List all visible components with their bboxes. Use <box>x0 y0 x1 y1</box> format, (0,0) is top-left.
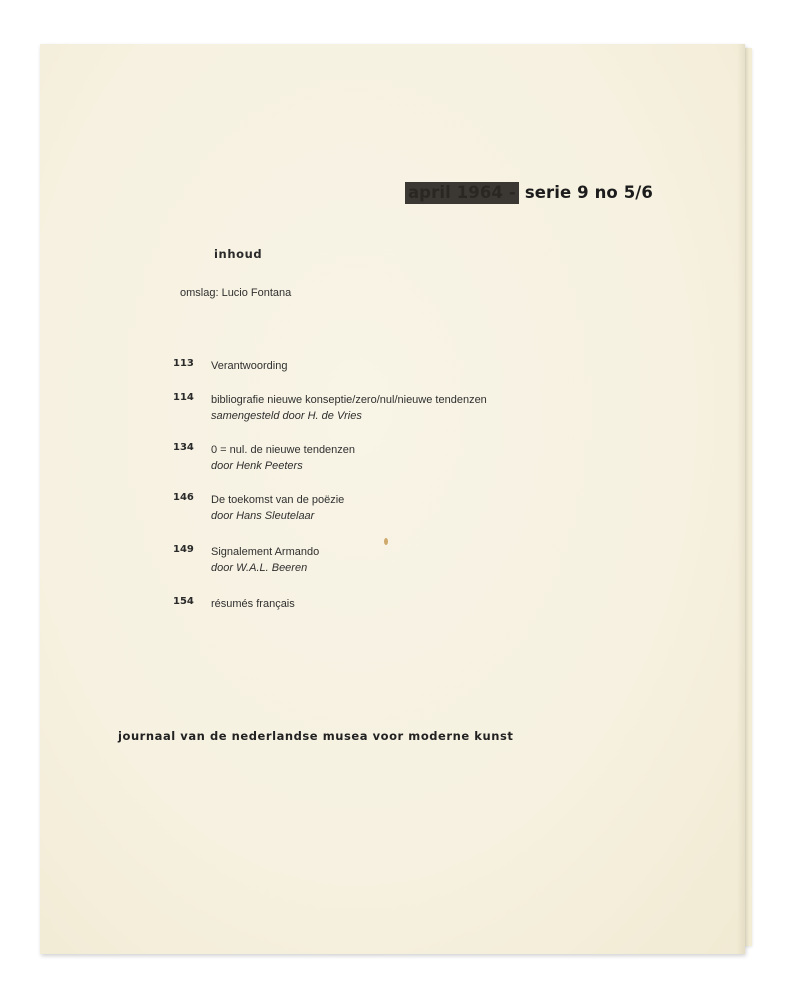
page-edge-shadow <box>737 44 745 954</box>
toc-page-number: 146 <box>173 492 194 503</box>
issue-dash: - <box>508 183 516 202</box>
paper-stain <box>384 538 388 545</box>
toc-entry <box>173 544 319 576</box>
toc-title: De toekomst van de poëzie <box>211 494 345 506</box>
toc-page-number: 149 <box>173 544 194 555</box>
issue-date: april 1964 <box>407 183 503 202</box>
toc-entry <box>173 596 295 612</box>
document-page <box>40 44 745 954</box>
toc-entry <box>173 358 287 374</box>
toc-page-number: 154 <box>173 596 194 607</box>
toc-page-number: 113 <box>173 358 194 369</box>
toc-entry <box>173 392 487 424</box>
toc-title: Signalement Armando <box>211 546 320 558</box>
cover-note: omslag: Lucio Fontana <box>180 287 292 299</box>
toc-page-number: 134 <box>173 442 194 453</box>
issue-line <box>405 182 653 204</box>
toc-author: door Hans Sleutelaar <box>211 510 315 522</box>
toc-author: door W.A.L. Beeren <box>211 562 308 574</box>
toc-page-number: 114 <box>173 392 194 403</box>
contents-heading: inhoud <box>214 247 263 261</box>
issue-series: serie 9 no 5/6 <box>524 183 653 202</box>
toc-title: Verantwoording <box>211 360 288 372</box>
toc-title: résumés français <box>211 598 295 610</box>
journal-title-footer: journaal van de nederlandse musea voor moderne kunst <box>118 729 514 743</box>
toc-entry <box>173 492 344 524</box>
toc-author: door Henk Peeters <box>211 460 303 472</box>
toc-title: bibliografie nieuwe konseptie/zero/nul/nieuwe tendenzen <box>211 394 487 406</box>
toc-title: 0 = nul. de nieuwe tendenzen <box>211 444 356 456</box>
toc-entry <box>173 442 355 474</box>
toc-author: samengesteld door H. de Vries <box>211 410 362 422</box>
blacked-out-date <box>405 182 519 204</box>
